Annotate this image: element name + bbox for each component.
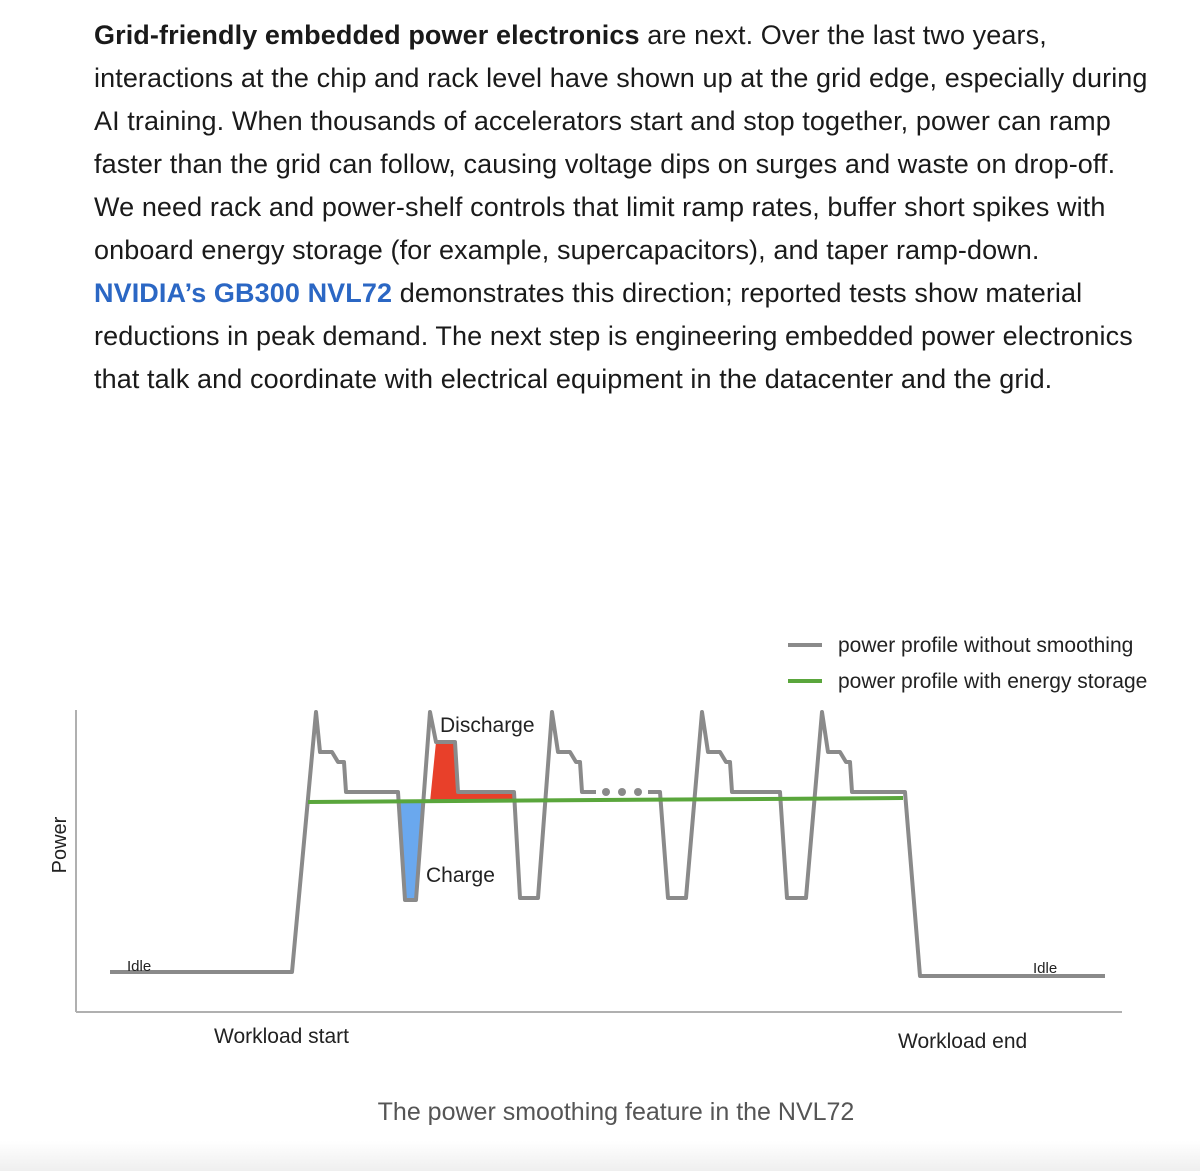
legend-with-storage: power profile with energy storage (838, 670, 1148, 693)
discharge-label: Discharge (440, 714, 535, 737)
charge-label: Charge (426, 864, 495, 887)
lead-bold-text: Grid-friendly embedded power electronics (94, 20, 640, 50)
unsmoothed-power-line-end (648, 712, 1105, 976)
workload-end-label: Workload end (898, 1030, 1028, 1053)
figure-caption: The power smoothing feature in the NVL72 (377, 1098, 855, 1126)
continuation-dot (634, 788, 642, 796)
article-paragraph (94, 14, 1154, 401)
nvl72-link[interactable]: NVIDIA’s GB300 NVL72 (94, 278, 393, 308)
y-axis-label: Power (49, 816, 71, 874)
idle-left-label: Idle (127, 958, 152, 975)
power-smoothing-figure (0, 600, 1200, 1070)
continuation-dot (618, 788, 626, 796)
bottom-fade (0, 1141, 1200, 1171)
paragraph-text-2: demonstrates this direction; reported tests show material reductions in peak demand. The next step is engineering embedded power electronics that talk and coordinate with electrical equipment in the datacenter and the grid. (94, 278, 1133, 394)
legend-without-smoothing: power profile without smoothing (838, 634, 1134, 657)
paragraph-text-1: are next. Over the last two years, interactions at the chip and rack level have shown up at the grid edge, especially during AI training. When thousands of accelerators start and stop together, power can ramp faster than the grid can follow, causing voltage dips on surges and waste on drop-off. We need rack and power-shelf controls that limit ramp rates, buffer short spikes with onboard energy storage (for example, supercapacitors), and taper ramp-down. (94, 20, 1148, 265)
idle-right-label: Idle (1033, 960, 1058, 977)
workload-start-label: Workload start (214, 1025, 349, 1048)
unsmoothed-power-line-start (110, 712, 596, 972)
continuation-dot (602, 788, 610, 796)
